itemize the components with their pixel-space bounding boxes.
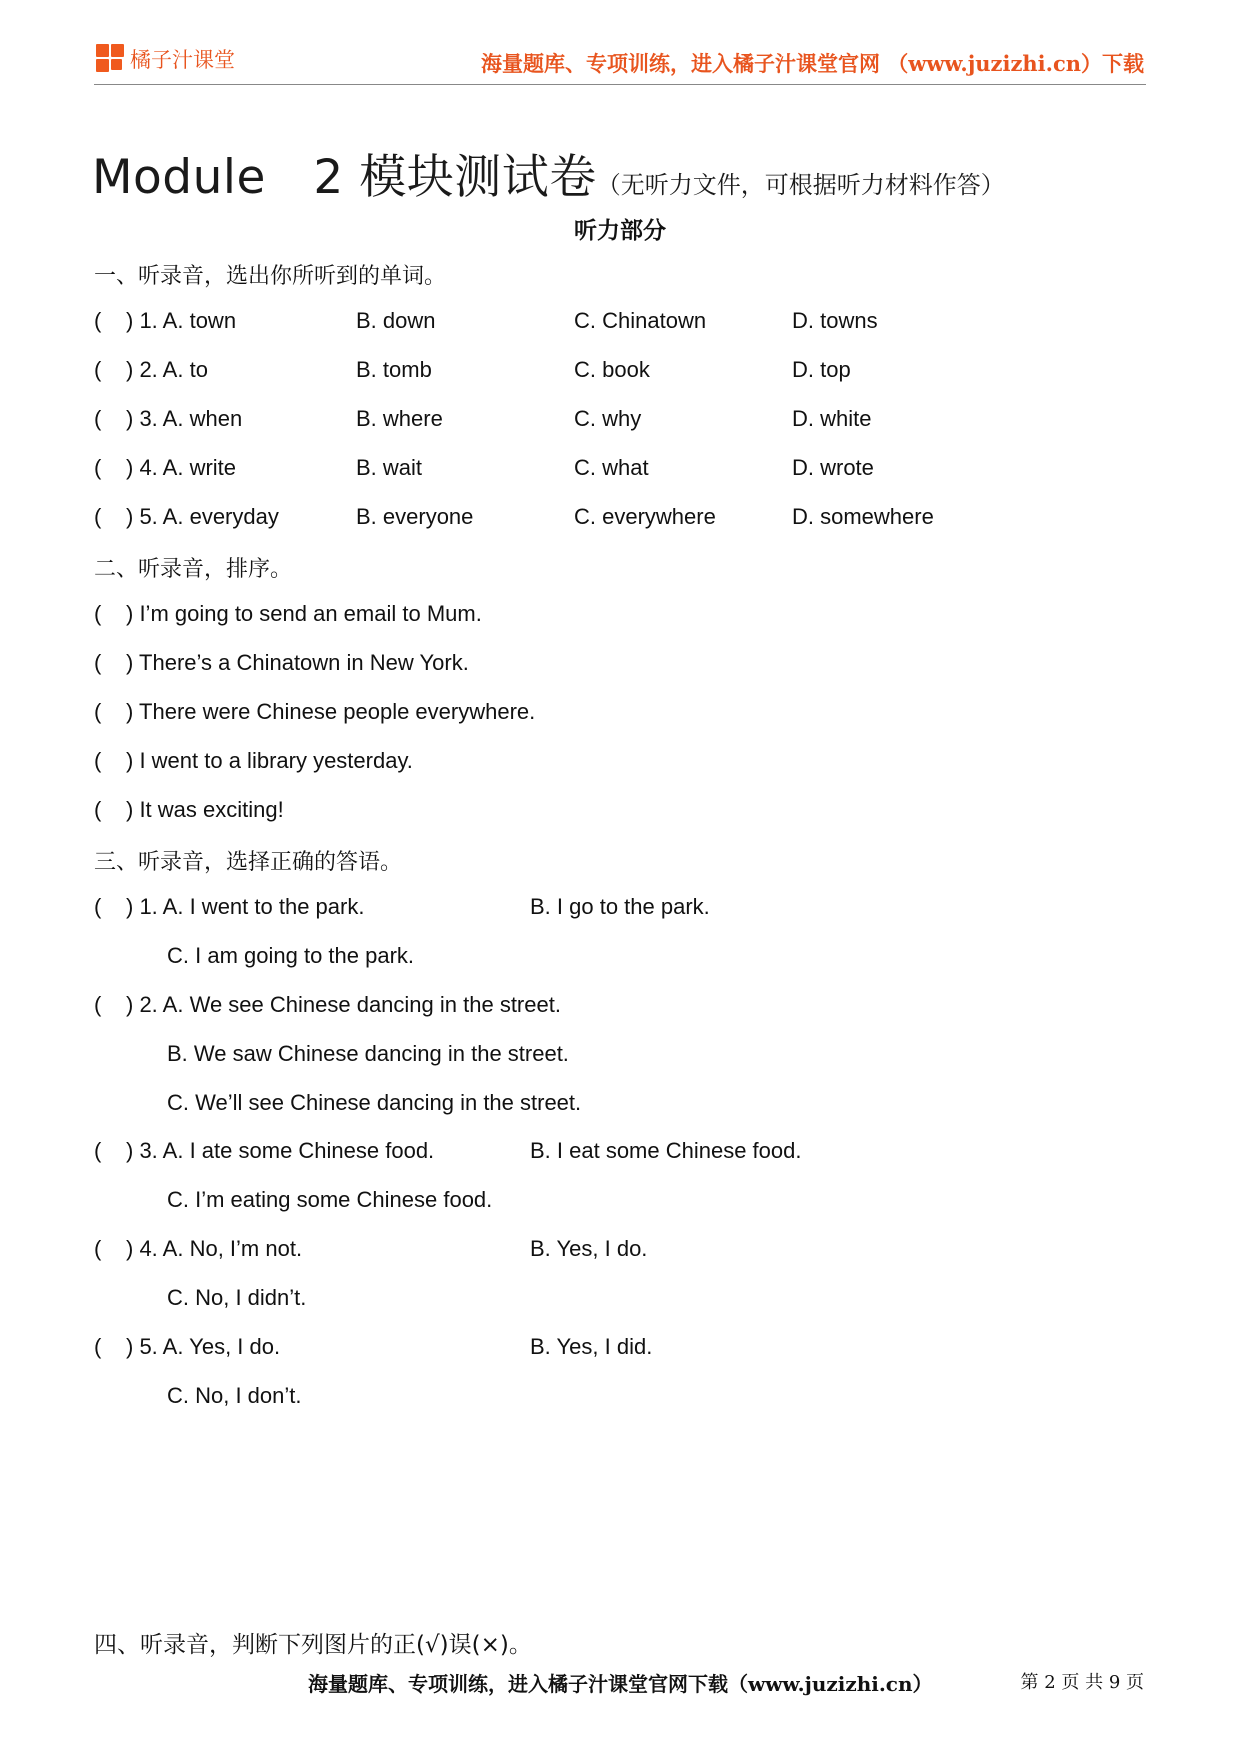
option-a: ) 3. A. I ate some Chinese food. (126, 1138, 435, 1163)
answer-paren[interactable]: ( (94, 992, 102, 1017)
option-a: ) 3. A. when (126, 406, 243, 431)
option-a: ) 5. A. everyday (126, 504, 279, 529)
sentence: ) There’s a Chinatown in New York. (126, 650, 469, 675)
answer-paren[interactable]: ( (94, 357, 102, 382)
option-b: B. everyone (356, 504, 474, 529)
option-a: ) 2. A. We see Chinese dancing in the street. (126, 992, 561, 1017)
answer-paren[interactable]: ( (94, 748, 102, 773)
answer-paren[interactable]: ( (94, 308, 102, 333)
option-a: ) 4. A. write (126, 455, 237, 480)
title-main: Module 2 模块测试卷 (92, 150, 597, 205)
answer-paren[interactable]: ( (94, 699, 102, 724)
option-c: C. why (574, 406, 642, 431)
logo-text: 橘子汁课堂 (130, 48, 235, 72)
part4-heading: 四、听录音，判断下列图片的正(√)误(×)。 (94, 1632, 532, 1658)
footer-text: 海量题库、专项训练，进入橘子汁课堂官网下载（www.juzizhi.cn） (308, 1672, 933, 1696)
section-title: 听力部分 (574, 218, 666, 244)
page-title (92, 140, 1005, 207)
part3-heading: 三、听录音，选择正确的答语。 (94, 850, 403, 875)
option-b: B. I eat some Chinese food. (530, 1138, 802, 1163)
answer-paren[interactable]: ( (94, 1334, 102, 1359)
option-b: B. where (356, 406, 443, 431)
option-c: C. No, I didn’t. (167, 1285, 307, 1310)
sentence: ) I’m going to send an email to Mum. (126, 601, 482, 626)
part1-heading: 一、听录音，选出你所听到的单词。 (94, 264, 447, 289)
option-d: D. top (792, 357, 851, 382)
option-b: B. down (356, 308, 436, 333)
title-note: （无听力文件，可根据听力材料作答） (596, 171, 1005, 199)
option-a: ) 2. A. to (126, 357, 208, 382)
header-divider (94, 84, 1146, 85)
answer-paren[interactable]: ( (94, 601, 102, 626)
option-b: B. tomb (356, 357, 432, 382)
page-number: 第 2 页 共 9 页 (1020, 1672, 1144, 1693)
logo-icon (96, 44, 126, 74)
option-b: B. I go to the park. (530, 894, 710, 919)
option-b: B. Yes, I did. (530, 1334, 653, 1359)
option-c: C. book (574, 357, 650, 382)
option-c: C. I’m eating some Chinese food. (167, 1187, 493, 1212)
option-c: C. what (574, 455, 649, 480)
option-d: D. towns (792, 308, 878, 333)
option-d: D. white (792, 406, 872, 431)
answer-paren[interactable]: ( (94, 406, 102, 431)
answer-paren[interactable]: ( (94, 504, 102, 529)
answer-paren[interactable]: ( (94, 1236, 102, 1261)
option-a: ) 5. A. Yes, I do. (126, 1334, 281, 1359)
answer-paren[interactable]: ( (94, 797, 102, 822)
answer-paren[interactable]: ( (94, 650, 102, 675)
option-a: ) 1. A. town (126, 308, 237, 333)
option-d: D. wrote (792, 455, 874, 480)
option-c: C. Chinatown (574, 308, 707, 333)
option-b: B. wait (356, 455, 423, 480)
part2-heading: 二、听录音，排序。 (94, 557, 293, 582)
option-c: C. No, I don’t. (167, 1383, 302, 1408)
answer-paren[interactable]: ( (94, 894, 102, 919)
sentence: ) There were Chinese people everywhere. (126, 699, 536, 724)
option-d: D. somewhere (792, 504, 934, 529)
option-a: ) 4. A. No, I’m not. (126, 1236, 303, 1261)
sentence: ) It was exciting! (126, 797, 284, 822)
option-c: C. We’ll see Chinese dancing in the street. (167, 1090, 582, 1115)
header-banner: 海量题库、专项训练，进入橘子汁课堂官网 （www.juzizhi.cn）下载 (480, 51, 1144, 76)
answer-paren[interactable]: ( (94, 455, 102, 480)
option-c: C. I am going to the park. (167, 943, 415, 968)
option-b: B. Yes, I do. (530, 1236, 648, 1261)
answer-paren[interactable]: ( (94, 1138, 102, 1163)
option-c: C. everywhere (574, 504, 716, 529)
option-b: B. We saw Chinese dancing in the street. (167, 1041, 569, 1066)
option-a: ) 1. A. I went to the park. (126, 894, 365, 919)
sentence: ) I went to a library yesterday. (126, 748, 413, 773)
